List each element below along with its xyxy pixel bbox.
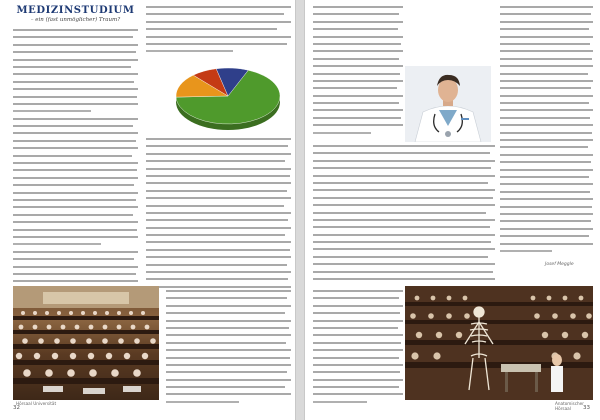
right-page [304, 0, 600, 420]
lecture-hall-photo [13, 286, 159, 400]
anatomy-hall-illustration [405, 286, 593, 400]
article-title: MEDIZINSTUDIUM [16, 5, 135, 16]
left-page [0, 0, 296, 420]
page-number-left: 32 [13, 405, 20, 411]
middle-column-text [146, 138, 291, 288]
right-column-2-text [500, 6, 593, 258]
right-column-1-text [313, 145, 495, 285]
lecture-hall-illustration [13, 286, 159, 400]
right-column-1-upper [313, 6, 403, 136]
lecture-hall-caption: Hörsaal Universität [16, 401, 57, 406]
anatomy-hall-caption: Anatomischer Hörsaal [555, 401, 584, 411]
anatomy-hall-photo [405, 286, 593, 400]
middle-column-text-upper [146, 6, 291, 52]
page-number-right: 33 [583, 405, 590, 411]
left-column-text [13, 29, 138, 285]
doctor-illustration [405, 66, 491, 142]
middle-column-text-lower [166, 290, 291, 408]
doctor-photo [405, 66, 491, 142]
article-subtitle: – ein (fast unmöglicher) Traum? [30, 17, 121, 23]
pie-chart [165, 56, 291, 132]
right-column-1-lower [313, 290, 403, 408]
author-signature: Josef Meggle [545, 262, 574, 267]
